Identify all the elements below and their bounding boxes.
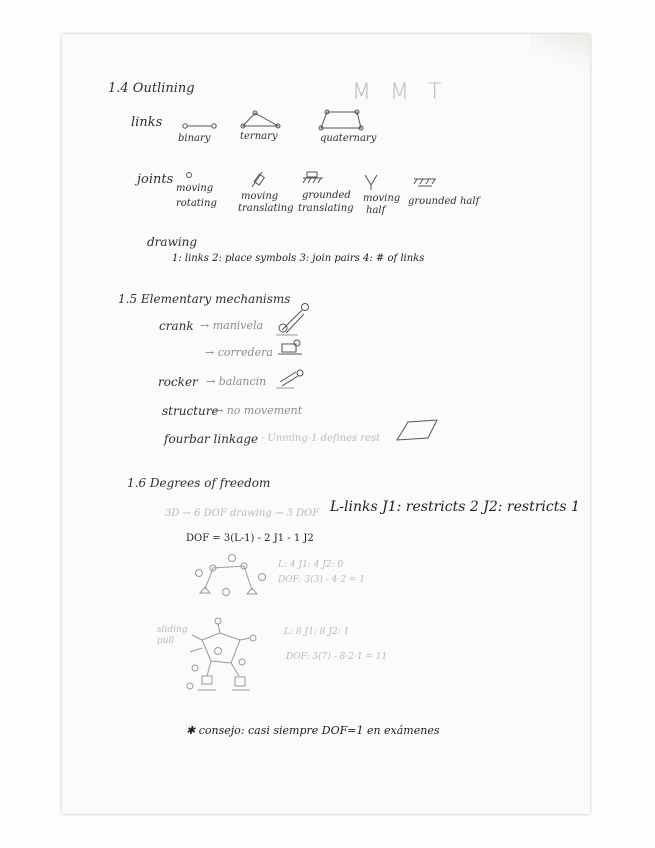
example2-dof: DOF: 3(7) - 8·2·1 = 11	[286, 652, 388, 662]
sliding-label-line1: sliding	[157, 625, 188, 635]
sliding-label-line2: pull	[157, 635, 175, 646]
joint-grounded-translating-line2: translating	[298, 203, 354, 214]
structure-no-movement: → no movement	[214, 404, 303, 417]
example2-counts: L: 8 J1: 8 J2: 1	[284, 627, 350, 637]
section-heading-1-5: 1.5 Elementary mechanisms	[118, 292, 291, 306]
sliding-pull-label	[157, 625, 188, 647]
section-heading-1-6: 1.6 Degrees of freedom	[127, 476, 271, 490]
fourbar-note: · Unming-1 defines rest	[261, 433, 381, 444]
crank-manivela: → manivela	[200, 319, 264, 332]
rocker-balancin: → balancin	[206, 375, 267, 388]
drawing-steps: 1: links 2: place symbols 3: join pairs 4: # of links	[172, 253, 425, 264]
section-heading-1-4: 1.4 Outlining	[108, 81, 195, 96]
joint-moving-rotating-line1: moving	[176, 183, 214, 194]
example1-counts: L: 4 J1: 4 J2: 0	[278, 560, 344, 570]
link-type-quaternary: quaternary	[320, 133, 377, 144]
joint-grounded-translating-line1: grounded	[302, 190, 351, 201]
example1-dof: DOF: 3(3) - 4·2 = 1	[278, 575, 365, 585]
link-type-ternary: ternary	[240, 131, 278, 142]
joint-moving-half-line1: moving	[363, 193, 401, 204]
link-type-binary: binary	[178, 133, 211, 144]
links-label: links	[131, 115, 163, 130]
joint-grounded-half: grounded half	[408, 196, 480, 207]
rocker-label: rocker	[158, 375, 198, 389]
drawing-label: drawing	[147, 235, 198, 249]
joint-moving-rotating-line2: rotating	[176, 198, 217, 209]
crank-corredera: → corredera	[205, 346, 273, 359]
joints-label: joints	[137, 172, 174, 187]
joint-moving-translating-line1: moving	[241, 191, 279, 202]
structure-label: structure	[162, 404, 219, 418]
joint-moving-half-line2: half	[366, 205, 386, 216]
dof-formula: DOF = 3(L-1) - 2 J1 - 1 J2	[186, 533, 314, 544]
joint-moving-translating-line2: translating	[238, 203, 294, 214]
fourbar-label: fourbar linkage	[164, 432, 259, 446]
watermark-mmt: M M T	[352, 80, 448, 105]
exam-tip: ✱ consejo: casi siempre DOF=1 en exámenes	[186, 724, 440, 737]
crank-label: crank	[159, 319, 194, 333]
links-restriction-rule: L-links J1: restricts 2 J2: restricts 1	[330, 499, 580, 515]
dof-note: 3D → 6 DOF drawing → 3 DOF	[165, 508, 320, 519]
